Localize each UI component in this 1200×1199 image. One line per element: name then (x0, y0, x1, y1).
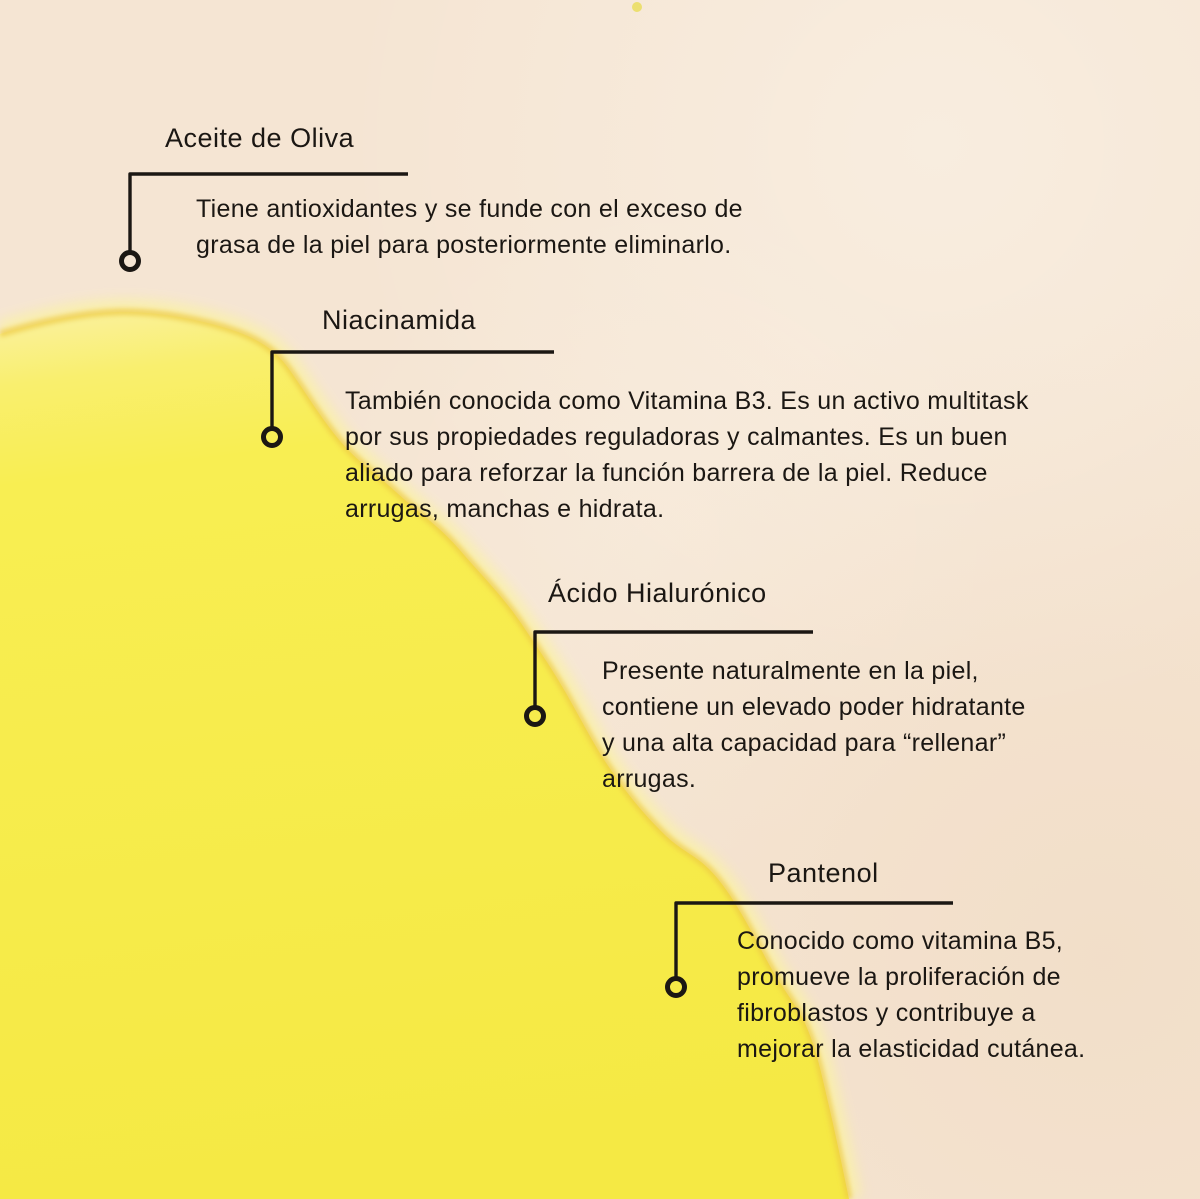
callout-body-niacinamida (345, 383, 1029, 527)
body-line: arrugas. (602, 765, 697, 793)
connector-dot-pantenol (668, 979, 685, 996)
body-line: mejorar la elasticidad cutánea. (737, 1035, 1086, 1063)
connector-dot-aceite (122, 253, 139, 270)
body-line: contiene un elevado poder hidratante (602, 693, 1026, 721)
body-line: arrugas, manchas e hidrata. (345, 495, 665, 523)
body-line: grasa de la piel para posteriormente eliminarlo. (196, 231, 732, 259)
body-line: También conocida como Vitamina B3. Es un activo multitask (345, 387, 1029, 415)
callout-title-acido: Ácido Hialurónico (548, 578, 767, 608)
body-line: y una alta capacidad para “rellenar” (602, 729, 1007, 757)
callout-title-aceite: Aceite de Oliva (165, 123, 355, 153)
body-line: Tiene antioxidantes y se funde con el exceso de (196, 195, 743, 223)
body-line: promueve la proliferación de (737, 963, 1061, 991)
callout-title-pantenol: Pantenol (768, 858, 879, 888)
connector-dot-acido (527, 708, 544, 725)
callout-body-acido (602, 653, 1026, 797)
connector-dot-niacinamida (264, 429, 281, 446)
body-line: por sus propiedades reguladoras y calmantes. Es un buen (345, 423, 1008, 451)
body-line: Presente naturalmente en la piel, (602, 657, 979, 685)
body-line: fibroblastos y contribuye a (737, 999, 1036, 1027)
callout-title-niacinamida: Niacinamida (322, 305, 477, 335)
body-line: aliado para reforzar la función barrera de la piel. Reduce (345, 459, 988, 487)
callout-body-pantenol (737, 923, 1085, 1067)
body-line: Conocido como vitamina B5, (737, 927, 1064, 955)
callout-body-aceite (196, 191, 743, 263)
